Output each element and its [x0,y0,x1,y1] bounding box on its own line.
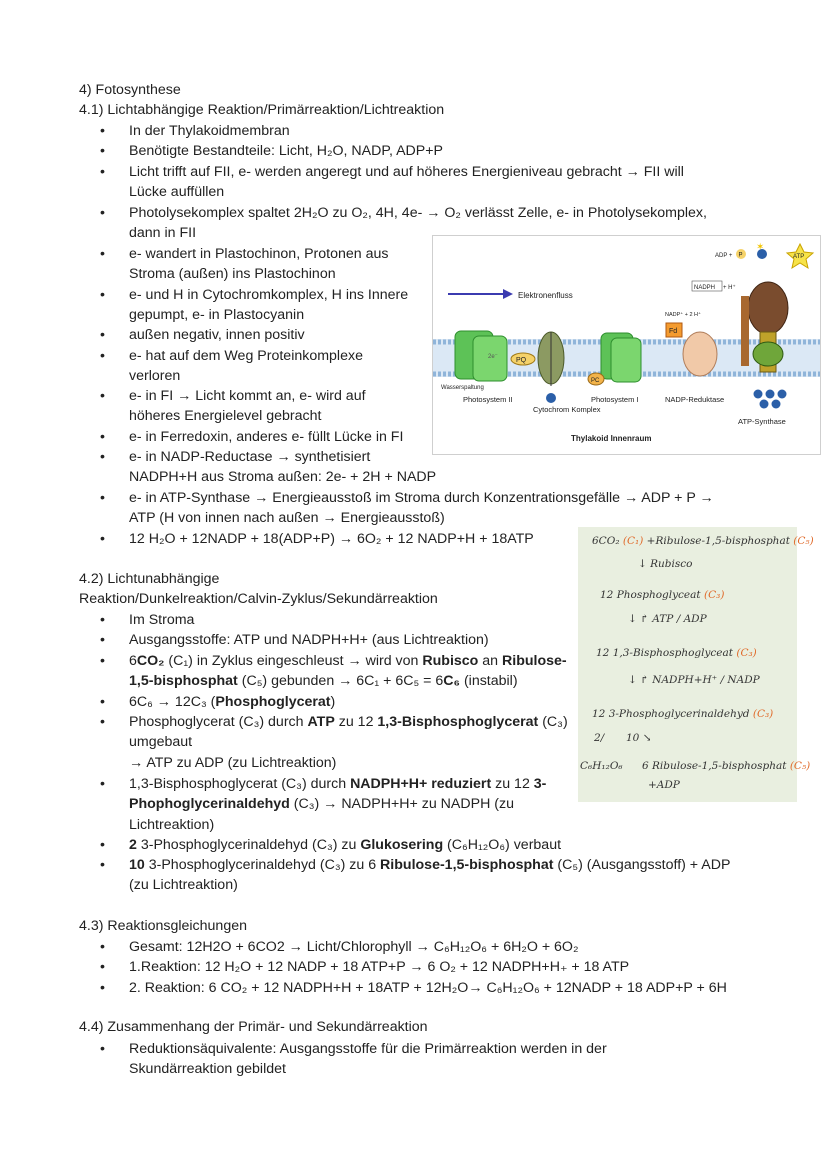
item-line: Stroma (außen) ins Plastochinon [129,266,336,283]
star-icon: ✶ [756,242,765,253]
section-4-3-heading: 4.3) Reaktionsgleichungen [79,918,247,934]
proton-icon [778,390,787,399]
item-line: e- in FI → Licht kommt an, e- wird auf [129,388,366,404]
note-c3: (C₃) [736,647,757,659]
thylakoid-figure [432,235,821,455]
t: Rubisco [422,653,479,669]
arrow-icon [503,289,513,299]
proton-icon [772,400,781,409]
note-c1: (C₁) [622,535,644,547]
item-line: (zu Lichtreaktion) [129,877,238,893]
t: (C₅) (Ausgangsstoff) + ADP [553,857,731,873]
t: Phophoglycerinaldehyd [129,796,290,812]
t: (C₃) → NADPH+H+ zu NADPH (zu [289,796,514,812]
t: ) [330,694,336,710]
atp-synthase-label: ATP-Synthase [738,417,786,426]
item-line: Benötigte Bestandteile: Licht, H₂O, NADP, ADP+P [129,143,443,159]
item-line: NADPH+H aus Stroma außen: 2e- + 2H + NADP [129,469,437,486]
t: (C₅) gebunden → 6C₁ + 6C₅ = 6 [237,673,444,689]
item-text: Ausgangsstoffe: ATP und NADPH+H+ (aus Lichtreaktion) [129,632,489,648]
t: (instabil) [460,673,518,689]
item-line [129,855,730,875]
note-adp-plus: +ADP [648,779,680,791]
item-line: e- in Ferredoxin, anderes e- füllt Lücke in FI [129,429,404,445]
lumen-label: Thylakoid Innenraum [571,434,652,443]
item-line: Reduktionsäquivalente: Ausgangsstoffe für die Primärreaktion werden in der [129,1041,607,1057]
note-c3: (C₃) [752,708,774,720]
t: an [478,653,503,669]
item-text: 1.Reaktion: 12 H₂O + 12 NADP + 18 ATP+P → 6 O₂ + 12 NADPH+H₊ + 18 ATP [129,959,630,975]
item-line: außen negativ, innen positiv [129,327,305,343]
item-line: e- in ATP-Synthase → Energieausstoß im Stroma durch Konzentrationsgefälle → ADP + P → [129,490,714,506]
item-line [129,835,561,855]
note-nadp: NADP [727,674,760,686]
water-splitting-label: Wasserspaltung [441,385,484,391]
section-4-2-heading: 4.2) Lichtunabhängige [79,571,220,587]
item-line: In der Thylakoidmembran [129,123,290,139]
item-line: e- hat auf dem Weg Proteinkomplexe [129,348,363,364]
nadp-reductase [683,332,717,376]
note-ten: 10 [626,732,640,744]
proton-icon [546,393,556,403]
ps2-label: Photosystem II [463,395,513,404]
item-line: e- und H in Cytochromkomplex, H ins Innere [129,287,409,303]
item-line: Lücke auffüllen [129,184,225,201]
item-line [129,712,568,732]
atp-label: ATP [793,254,805,260]
proton-icon [766,390,775,399]
t: 3-Phosphoglycerinaldehyd (C₃) zu [136,837,361,853]
t: 1,3-Bisphosphoglycerat (C₃) durch [129,776,351,792]
hplus-label: + H⁺ [723,285,736,291]
t: 6C₆ → 12C₃ ( [129,694,216,710]
t: 3- [533,776,547,792]
t: Ribulose- [502,653,567,669]
t: C₆ [443,673,460,689]
item-text: 2. Reaktion: 6 CO₂ + 12 NADPH+H + 18ATP + 12H₂O→ C₆H₁₂O₆ + 12NADP + 18 ADP+P + 6H [129,980,727,996]
note-c5: (C₅) [789,760,811,772]
t: Ribulose-1,5-bisphosphat [380,857,554,873]
t: (C₃) [538,714,568,730]
page-title: 4) Fotosynthese [79,82,181,98]
nadp-reductase-label: NADP-Reduktase [665,395,725,404]
section-4-4-heading: 4.4) Zusammenhang der Primär- und Sekundärreaktion [79,1019,428,1035]
item-text: Im Stroma [129,612,195,628]
note-ribulose: +Ribulose-1,5-bisphosphat [646,535,790,547]
section-4-1-heading: 4.1) Lichtabhängige Reaktion/Primärreaktion/Lichtreaktion [79,102,445,118]
t: CO₂ [136,653,165,669]
t: 10 [129,857,145,873]
pc-label: PC [591,378,600,384]
note-glucose: C₆H₁₂O₆ [580,760,623,772]
item-line: Photolysekomplex spaltet 2H₂O zu O₂, 4H, 4e- → O₂ verlässt Zelle, e- in Photolysekomplex, [129,205,707,221]
section-4-2-heading-cont: Reaktion/Dunkelreaktion/Calvin-Zyklus/Sekundärreaktion [79,591,438,607]
item-line [129,794,514,814]
pq-label: PQ [516,357,527,364]
t: Phosphoglycerat [215,694,331,710]
ps1-label: Photosystem I [591,395,639,404]
t: 2 [129,837,137,853]
item-line: dann in FII [129,225,197,242]
fd-label: Fd [669,328,678,335]
note-phosphoglyceat: 12 Phosphoglyceat [600,589,701,601]
electron-label: 2e⁻ [488,354,498,360]
atp-synthase [748,282,788,334]
adp-label: ADP + [715,253,733,259]
item-line: Licht trifft auf FII, e- werden angeregt und auf höheres Energieniveau gebracht → FII will [129,164,684,180]
item-line: ATP (H von innen nach außen → Energieausstoß) [129,510,445,527]
item-line: Skundärreaktion gebildet [129,1061,286,1077]
note-atp: ATP [652,613,674,625]
t: NADPH+H+ reduziert [350,776,492,792]
t: Phosphoglycerat (C₃) durch [129,714,308,730]
t: Glukosering [360,837,444,853]
item-line [129,774,546,794]
note-c3: (C₃) [703,589,725,601]
item-line: verloren [129,368,181,385]
note-glycerinaldehyd: 12 3-Phosphoglycerinaldehyd [592,708,750,720]
t: 6 [129,653,137,669]
electron-flow-label: Elektronenfluss [518,291,573,300]
nadph-label: NADPH [694,285,716,291]
note-two: 2/ [594,732,605,744]
item-line: gepumpt, e- in Plastocyanin [129,307,305,324]
nadp-2h-label: NADP⁺ + 2 H⁺ [665,312,701,318]
t: (C₆H₁₂O₆) verbaut [443,837,562,853]
t: (C₁) in Zyklus eingeschleust → wird von [164,653,423,669]
t: 1,5-bisphosphat [129,673,238,689]
t: 3-Phosphoglycerinaldehyd (C₃) zu 6 [144,857,381,873]
proton-icon [754,390,763,399]
handwritten-calvin-notes: 6CO₂ (C₁) +Ribulose-1,5-bisphosphat (C₅) ↓ Rubisco 12 Phosphoglyceat (C₃) ↓ ↱ ATP / ADP 12 1,3-Bisphosphoglyceat (C₃) ↓ ↱ NADPH+H⁺ / NADP 12 3-Phosphoglycerinaldehyd (C₃) 2/ 10 ↘ C₆H₁₂O₆ 6 Ribulose-1,5-bisphosphat (C₅) +ADP [578,527,797,802]
proton-icon [760,400,769,409]
item-line: e- wandert in Plastochinon, Protonen aus [129,246,389,262]
item-line: umgebaut [129,734,193,750]
t: zu 12 [334,714,378,730]
note-adp: ADP [683,613,707,625]
item-line [129,651,567,671]
note-bisphosphoglyceat: 12 1,3-Bisphosphoglyceat [596,647,733,659]
t: 1,3-Bisphosphoglycerat [377,714,539,730]
item-line: e- in NADP-Reductase → synthetisiert [129,449,371,465]
note-ribulose-6: 6 Ribulose-1,5-bisphosphat [642,760,787,772]
note-c5: (C₅) [793,535,814,547]
p-label: P [738,252,743,259]
note-rubisco: Rubisco [650,558,693,570]
cytochrome-label: Cytochrom Komplex [533,405,601,414]
item-line [129,692,335,712]
item-line: 12 H₂O + 12NADP + 18(ADP+P) → 6O₂ + 12 NADP+H + 18ATP [129,531,534,547]
item-line [129,671,518,691]
note-co2: 6CO₂ [592,535,620,547]
item-line: Lichtreaktion) [129,817,215,833]
note-nadph: NADPH+H⁺ [652,674,718,686]
item-text: Gesamt: 12H2O + 6CO2 → Licht/Chlorophyll → C₆H₁₂O₆ + 6H₂O + 6O₂ [129,939,579,955]
item-line: → ATP zu ADP (zu Lichtreaktion) [129,755,337,771]
thylakoid-diagram [433,236,820,454]
t: ATP [307,714,335,730]
t: zu 12 [491,776,534,792]
item-line: höheres Energielevel gebracht [129,408,322,425]
